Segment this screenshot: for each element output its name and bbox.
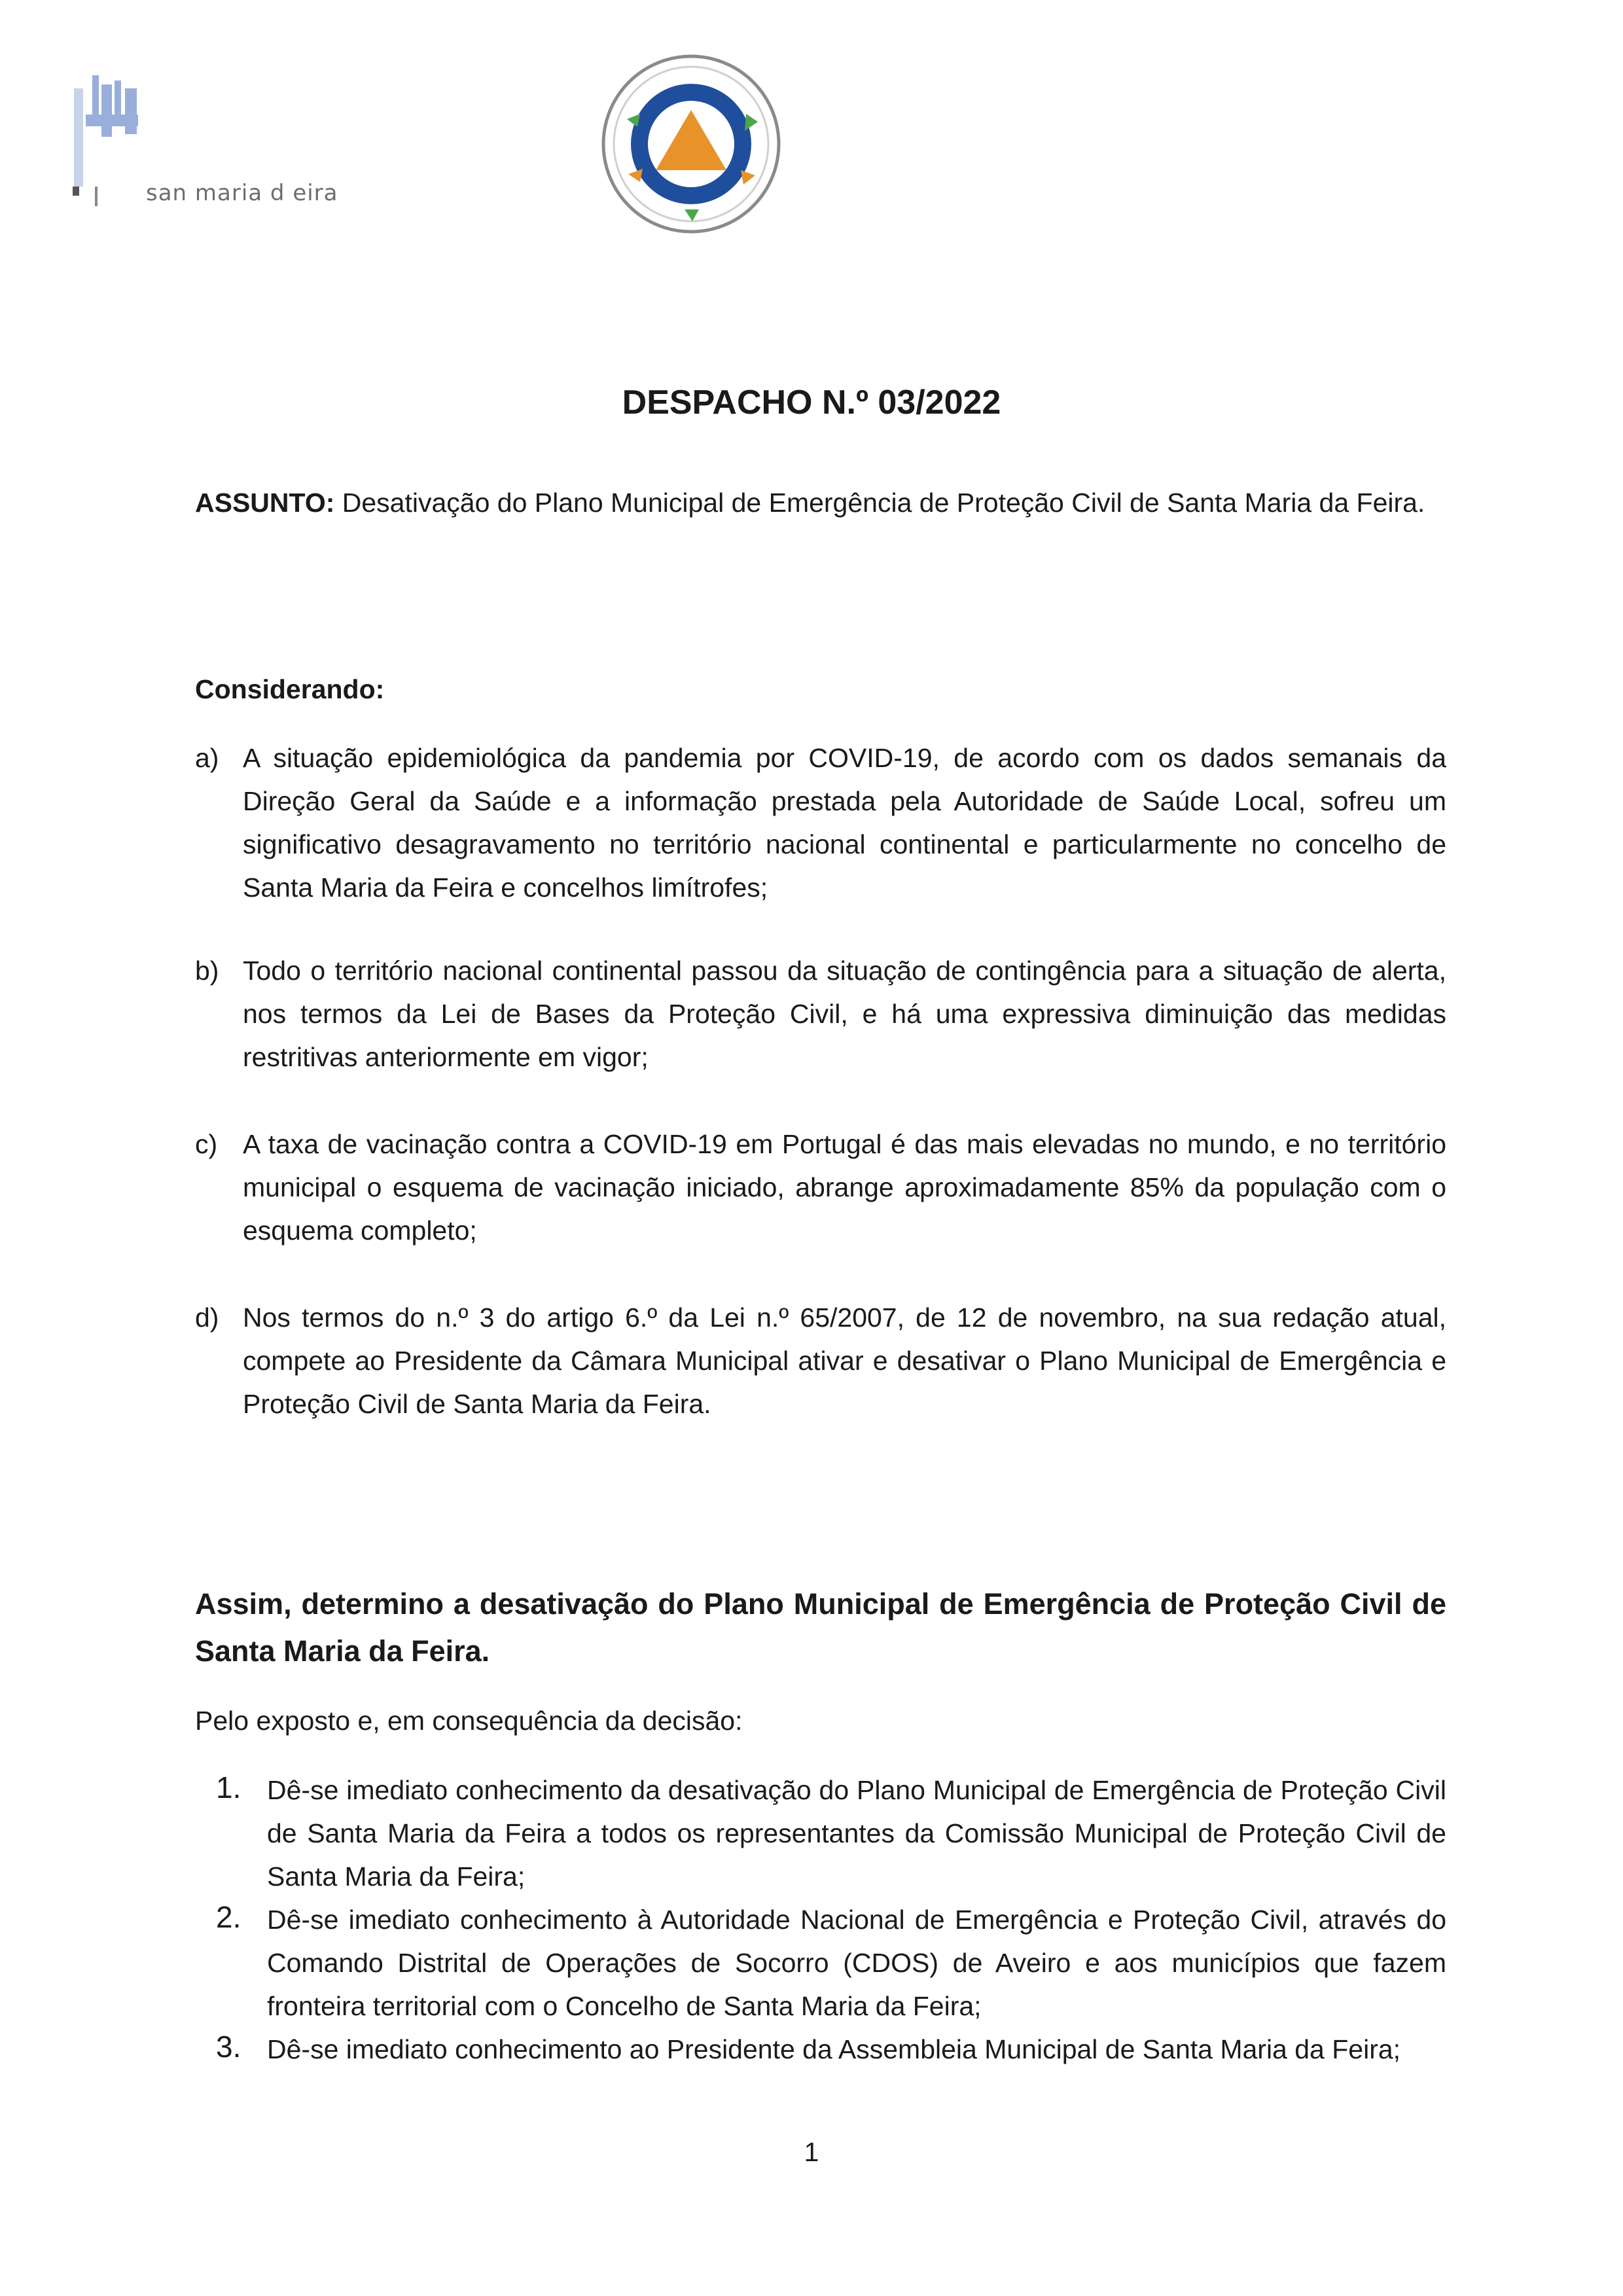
- action-number: 1.: [216, 1770, 241, 1804]
- document-title: DESPACHO N.º 03/2022: [622, 384, 1001, 422]
- consequence-intro: Pelo exposto e, em consequência da decisão:: [195, 1706, 743, 1736]
- consideration-item-b: [195, 949, 1446, 1079]
- consideration-item-c: [195, 1122, 1446, 1252]
- action-item-1: [195, 1768, 1446, 1898]
- action-item-3: [195, 2028, 1446, 2071]
- considering-heading: Considerando:: [195, 674, 385, 704]
- action-text: Dê-se imediato conhecimento à Autoridade Nacional de Emergência e Proteção Civil, através do Comando Distrital de Operações de Socorro (CDOS) de Aveiro e aos municípios que fazem fronteira territorial com o Concelho de Santa Maria da Feira;: [267, 1905, 1446, 2021]
- subject-label: ASSUNTO:: [195, 488, 335, 518]
- consideration-item-a: [195, 736, 1446, 909]
- action-text: Dê-se imediato conhecimento da desativação do Plano Municipal de Emergência de Proteção Civil de Santa Maria da Feira a todos os representantes da Comissão Municipal de Proteção Civil de Santa Maria da Feira;: [267, 1775, 1446, 1892]
- municipality-logo: [69, 75, 370, 206]
- action-number: 3.: [216, 2030, 241, 2064]
- consideration-label: b): [195, 956, 219, 986]
- consideration-item-d: [195, 1296, 1446, 1426]
- consideration-text: A situação epidemiológica da pandemia por COVID-19, de acordo com os dados semanais da Direção Geral da Saúde e a informação prestada pela Autoridade de Saúde Local, sofreu um significativo desagravamento no território nacional continental e particularmente no concelho de Santa Maria da Feira e concelhos limítrofes;: [243, 743, 1446, 903]
- consideration-text: Nos termos do n.º 3 do artigo 6.º da Lei n.º 65/2007, de 12 de novembro, na sua redação atual, compete ao Presidente da Câmara Municipal ativar e desativar o Plano Municipal de Emergência e Proteção Civil de Santa Maria da Feira.: [243, 1302, 1446, 1419]
- civil-protection-seal-icon: [601, 54, 781, 234]
- action-item-2: [195, 1898, 1446, 2028]
- castle-logo-icon: [69, 75, 154, 206]
- consideration-label: a): [195, 743, 219, 773]
- consideration-text: A taxa de vacinação contra a COVID-19 em Portugal é das mais elevadas no mundo, e no território municipal o esquema de vacinação iniciado, abrange aproximadamente 85% da população com o esquema completo;: [243, 1129, 1446, 1246]
- subject-text: Desativação do Plano Municipal de Emergência de Proteção Civil de Santa Maria da Feira.: [334, 488, 1425, 518]
- consideration-text: Todo o território nacional continental passou da situação de contingência para a situação de alerta, nos termos da Lei de Bases da Proteção Civil, e há uma expressiva diminuição das medidas restritivas anteriormente em vigor;: [243, 956, 1446, 1072]
- page-number: 1: [804, 2137, 819, 2167]
- subject-paragraph: [195, 481, 1446, 524]
- determination-statement: Assim, determino a desativação do Plano Municipal de Emergência de Proteção Civil de Santa Maria da Feira.: [195, 1587, 1446, 1668]
- action-text: Dê-se imediato conhecimento ao Presidente da Assembleia Municipal de Santa Maria da Feira;: [267, 2034, 1401, 2064]
- civil-protection-seal: [601, 54, 781, 234]
- action-number: 2.: [216, 1900, 241, 1934]
- consideration-label: c): [195, 1129, 218, 1159]
- municipality-logo-text: san maria d eira: [146, 180, 338, 206]
- consideration-label: d): [195, 1302, 219, 1333]
